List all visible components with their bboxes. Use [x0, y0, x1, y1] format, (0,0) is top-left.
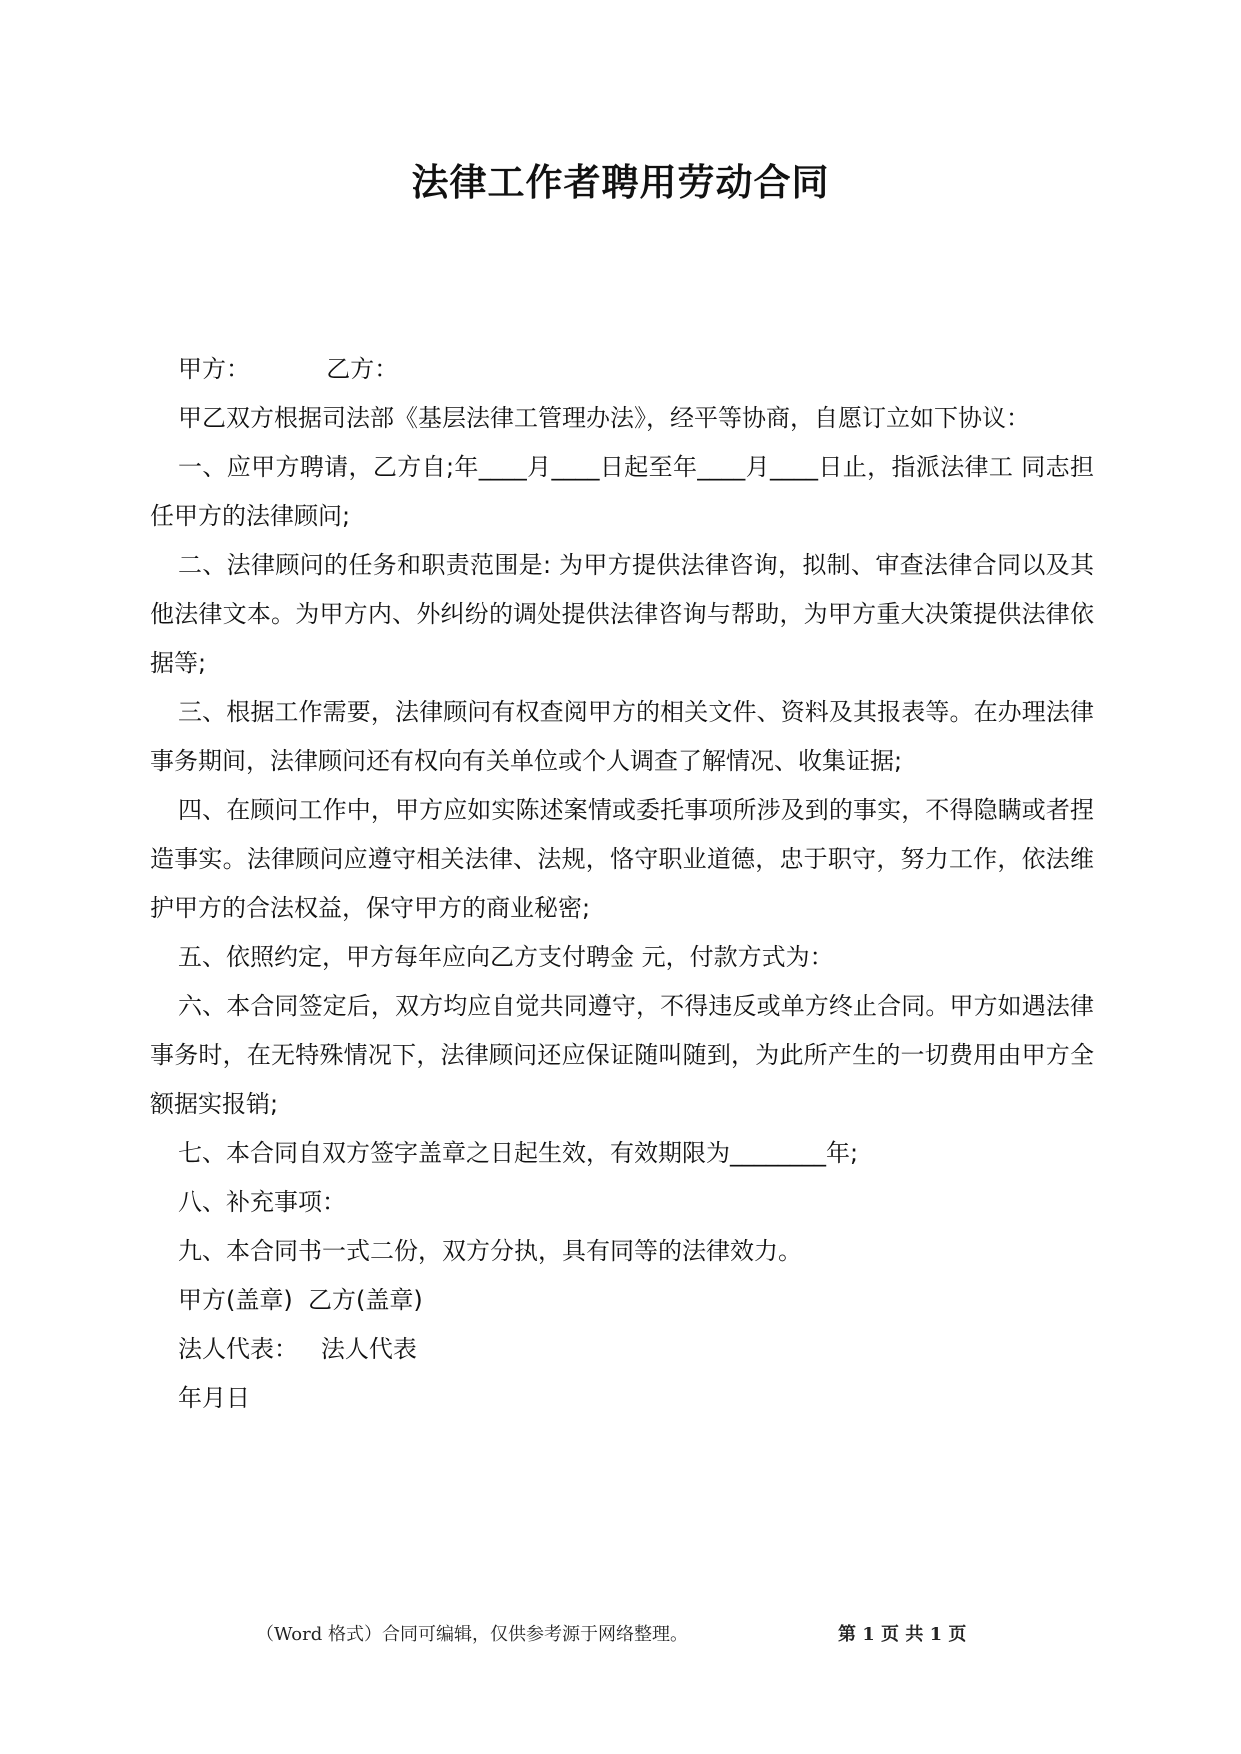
signature-representative-line: 法人代表： 法人代表	[178, 1335, 417, 1363]
clause-2: 二、法律顾问的任务和职责范围是: 为甲方提供法律咨询，拟制、审查法律合同以及其他法律文本。为甲方内、外纠纷的调处提供法律咨询与帮助，为甲方重大决策提供法律依据等;	[150, 551, 1094, 677]
clause-6: 六、本合同签定后，双方均应自觉共同遵守，不得违反或单方终止合同。甲方如遇法律事务时，在无特殊情况下，法律顾问还应保证随叫随到，为此所产生的一切费用由甲方全额据实报销;	[150, 992, 1094, 1118]
clause-9: 九、本合同书一式二份，双方分执，具有同等的法律效力。	[178, 1237, 802, 1265]
page-title: 法律工作者聘用劳动合同	[411, 161, 830, 204]
signature-seal-line: 甲方(盖章) 乙方(盖章)	[178, 1286, 423, 1314]
clause-3: 三、根据工作需要，法律顾问有权查阅甲方的相关文件、资料及其报表等。在办理法律事务期间，法律顾问还有权向有关单位或个人调查了解情况、收集证据;	[150, 698, 1094, 775]
clause-7: 七、本合同自双方签字盖章之日起生效，有效期限为________年;	[178, 1139, 859, 1167]
footer-note: （Word 格式）合同可编辑，仅供参考源于网络整理。	[256, 1624, 688, 1645]
clause-1: 一、应甲方聘请，乙方自;年____月____日起至年____月____日止，指派法律工 同志担任甲方的法律顾问;	[150, 453, 1094, 530]
parties-line: 甲方： 乙方：	[178, 355, 399, 383]
clause-8: 八、补充事项：	[178, 1188, 346, 1216]
clause-4: 四、在顾问工作中，甲方应如实陈述案情或委托事项所涉及到的事实，不得隐瞒或者捏造事实。法律顾问应遵守相关法律、法规，恪守职业道德，忠于职守，努力工作，依法维护甲方的合法权益，保守甲方的商业秘密;	[150, 796, 1094, 922]
clause-5: 五、依照约定，甲方每年应向乙方支付聘金 元，付款方式为：	[178, 943, 834, 971]
contract-body	[150, 345, 1094, 1423]
paragraph-intro: 甲乙双方根据司法部《基层法律工管理办法》，经平等协商，自愿订立如下协议：	[178, 404, 1030, 432]
page-number: 第 1 页 共 1 页	[838, 1624, 967, 1645]
signature-date-line: 年月日	[178, 1384, 250, 1412]
